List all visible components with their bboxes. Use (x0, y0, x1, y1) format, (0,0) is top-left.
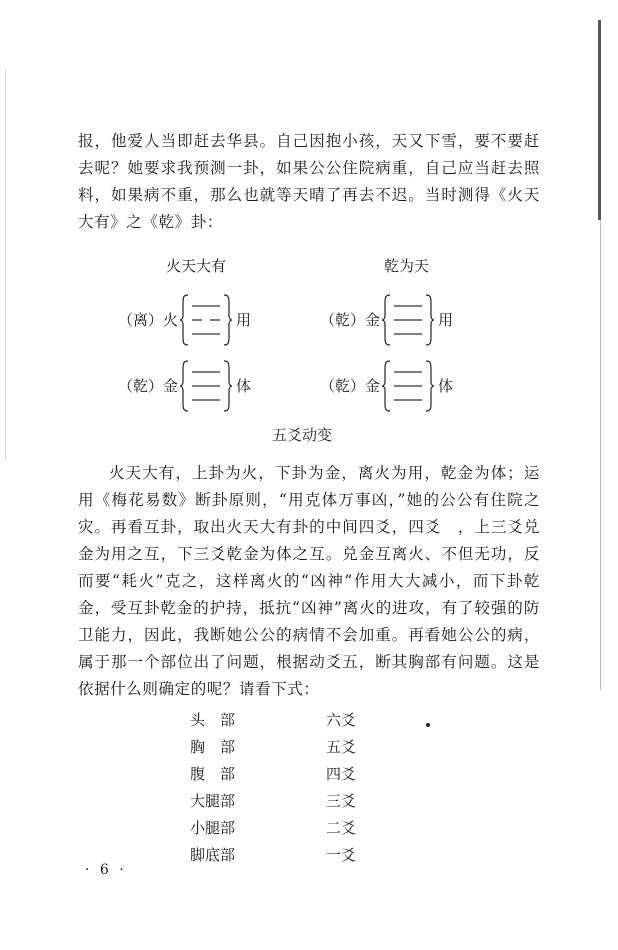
hexagram-title-right: 乾为天 (384, 257, 430, 275)
hexagram-right-lower-trigram (320, 358, 480, 414)
paragraph-intro: 报，他爱人当即赶去华县。自己因抱小孩，天又下雪，要不要赶去呢？她要求我预测一卦，如果公公住院病重，自己应当赶去照料，如果病不重，那么也就等天晴了再去不迟。当时测得《火天大有》之《乾》卦： (78, 132, 540, 231)
hexagram-right-upper-trigram (320, 292, 480, 348)
trigram-label: （乾）金 (118, 377, 179, 395)
trigram-label: （离）火 (118, 311, 179, 329)
trigram-label: （乾）金 (320, 377, 381, 395)
yong-label: 用 (438, 311, 454, 329)
trigram-symbol (382, 358, 442, 414)
paragraph-analysis: 火天大有，上卦为火，下卦为金，离火为用，乾金为体；运用《梅花易数》断卦原则，“用克体万事凶，”她的公公有住院之灾。再看互卦，取出火天大有卦的中间四爻，四爻 ，上三爻兑金为用之互，下三爻乾金为体之互。兑金互离火、不但无功，反而要“耗火”克之，这样离火的“凶神”作用大大减小，而下卦乾金，受互卦乾金的护持，抵抗“凶神”离火的进攻，有了较强的防卫能力，因此，我断她公公的病情不会加重。再看她公公的病，属于那一个部位出了问题，根据动爻五，断其胸部有问题。这是依据什么则确定的呢？请看下式： (78, 464, 540, 698)
table-cell-yao: 六爻 (326, 711, 357, 729)
table-cell-yao: 二爻 (326, 819, 357, 837)
trigram-symbol (180, 358, 240, 414)
hexagram-title-left: 火天大有 (166, 257, 227, 275)
table-cell-yao: 三爻 (326, 792, 357, 810)
table-cell-part: 腹 部 (190, 765, 236, 783)
yong-label: 用 (236, 311, 252, 329)
table-cell-part: 小腿部 (190, 819, 236, 837)
table-cell-part: 脚底部 (190, 846, 236, 864)
table-cell-yao: 五爻 (326, 738, 357, 756)
ink-dot (426, 723, 430, 727)
table-cell-yao: 一爻 (326, 846, 357, 864)
trigram-label: （乾）金 (320, 311, 381, 329)
table-cell-part: 头 部 (190, 711, 236, 729)
hexagram-left-upper-trigram (118, 292, 278, 348)
section-title: 五爻动变 (272, 426, 333, 444)
ti-label: 体 (438, 377, 454, 395)
binding-shadow (598, 20, 601, 220)
ti-label: 体 (236, 377, 252, 395)
trigram-symbol (180, 292, 240, 348)
table-cell-part: 大腿部 (190, 792, 236, 810)
trigram-symbol (382, 292, 442, 348)
page-edge (5, 70, 6, 460)
table-cell-yao: 四爻 (326, 765, 357, 783)
page-number: · 6 · (85, 862, 127, 878)
hexagram-left-lower-trigram (118, 358, 278, 414)
binding-edge (600, 220, 601, 690)
table-cell-part: 胸 部 (190, 738, 236, 756)
